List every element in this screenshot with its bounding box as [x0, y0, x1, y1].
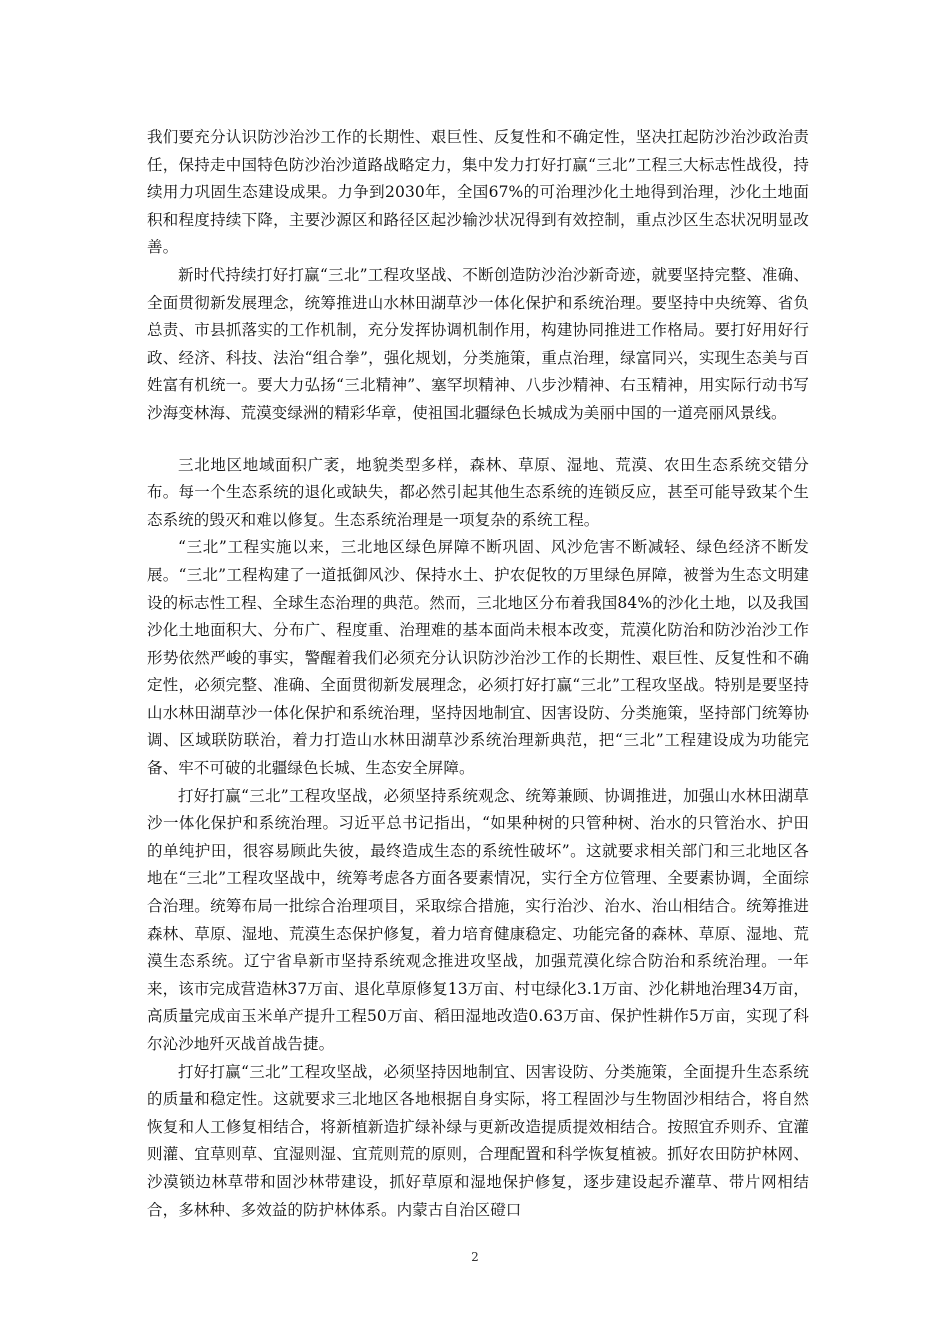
section-gap — [147, 428, 809, 452]
page-number: 2 — [471, 1250, 479, 1264]
document-body — [147, 124, 809, 1224]
paragraph-1: 我们要充分认识防沙治沙工作的长期性、艰巨性、反复性和不确定性，坚决扛起防沙治沙政治责任，保持走中国特色防沙治沙道路战略定力，集中发力打好打赢“三北”工程三大标志性战役，持续用力巩固生态建设成果。力争到2030年，全国67%的可治理沙化土地得到治理，沙化土地面积和程度持续下降，主要沙源区和路径区起沙输沙状况得到有效控制，重点沙区生态状况明显改善。 — [147, 128, 809, 257]
paragraph-2: 新时代持续打好打赢“三北”工程攻坚战、不断创造防沙治沙新奇迹，就要坚持完整、准确、全面贯彻新发展理念，统筹推进山水林田湖草沙一体化保护和系统治理。要坚持中央统筹、省负总责、市县抓落实的工作机制，充分发挥协调机制作用，构建协同推进工作格局。要打好用好行政、经济、科技、法治“组合拳”，强化规划，分类施策，重点治理，绿富同兴，实现生态美与百姓富有机统一。要大力弘扬“三北精神”、塞罕坝精神、八步沙精神、右玉精神，用实际行动书写沙海变林海、荒漠变绿洲的精彩华章，使祖国北疆绿色长城成为美丽中国的一道亮丽风景线。 — [147, 265, 809, 422]
paragraph-5: 打好打赢“三北”工程攻坚战，必须坚持系统观念、统筹兼顾、协调推进，加强山水林田湖草沙一体化保护和系统治理。习近平总书记指出，“如果种树的只管种树、治水的只管治水、护田的单纯护田，很容易顾此失彼，最终造成生态的系统性破坏”。这就要求相关部门和三北地区各地在“三北”工程攻坚战中，统筹考虑各方面各要素情况，实行全方位管理、全要素协调，全面综合治理。统筹布局一批综合治理项目，采取综合措施，实行治沙、治水、治山相结合。统筹推进森林、草原、湿地、荒漠生态保护修复，着力培育健康稳定、功能完备的森林、草原、湿地、荒漠生态系统。辽宁省阜新市坚持系统观念推进攻坚战，加强荒漠化综合防治和系统治理。一年来，该市完成营造林37万亩、退化草原修复13万亩、村屯绿化3.1万亩、沙化耕地治理34万亩，高质量完成亩玉米单产提升工程50万亩、稻田湿地改造0.63万亩、保护性耕作5万亩，实现了科尔沁沙地歼灭战首战告捷。 — [147, 786, 809, 1053]
paragraph-6: 打好打赢“三北”工程攻坚战，必须坚持因地制宜、因害设防、分类施策，全面提升生态系统的质量和稳定性。这就要求三北地区各地根据自身实际，将工程固沙与生物固沙相结合，将自然恢复和人工修复相结合，将新植新造扩绿补绿与更新改造提质提效相结合。按照宜乔则乔、宜灌则灌、宜草则草、宜湿则湿、宜荒则荒的原则，合理配置和科学恢复植被。抓好农田防护林网、沙漠锁边林草带和固沙林带建设，抓好草原和湿地保护修复，逐步建设起乔灌草、带片网相结合，多林种、多效益的防护林体系。内蒙古自治区磴口 — [147, 1062, 809, 1219]
paragraph-3: 三北地区地域面积广袤，地貌类型多样，森林、草原、湿地、荒漠、农田生态系统交错分布。每一个生态系统的退化或缺失，都必然引起其他生态系统的连锁反应，甚至可能导致某个生态系统的毁灭和难以修复。生态系统治理是一项复杂的系统工程。 — [147, 455, 809, 529]
paragraph-4: “三北”工程实施以来，三北地区绿色屏障不断巩固、风沙危害不断减轻、绿色经济不断发展。“三北”工程构建了一道抵御风沙、保持水土、护农促牧的万里绿色屏障，被誉为生态文明建设的标志性工程、全球生态治理的典范。然而，三北地区分布着我国84%的沙化土地，以及我国沙化土地面积大、分布广、程度重、治理难的基本面尚未根本改变，荒漠化防治和防沙治沙工作形势依然严峻的事实，警醒着我们必须充分认识防沙治沙工作的长期性、艰巨性、反复性和不确定性，必须完整、准确、全面贯彻新发展理念，必须打好打赢“三北”工程攻坚战。特别是要坚持山水林田湖草沙一体化保护和系统治理，坚持因地制宜、因害设防、分类施策，坚持部门统筹协调、区域联防联治，着力打造山水林田湖草沙系统治理新典范，把“三北”工程建设成为功能完备、牢不可破的北疆绿色长城、生态安全屏障。 — [147, 538, 809, 778]
